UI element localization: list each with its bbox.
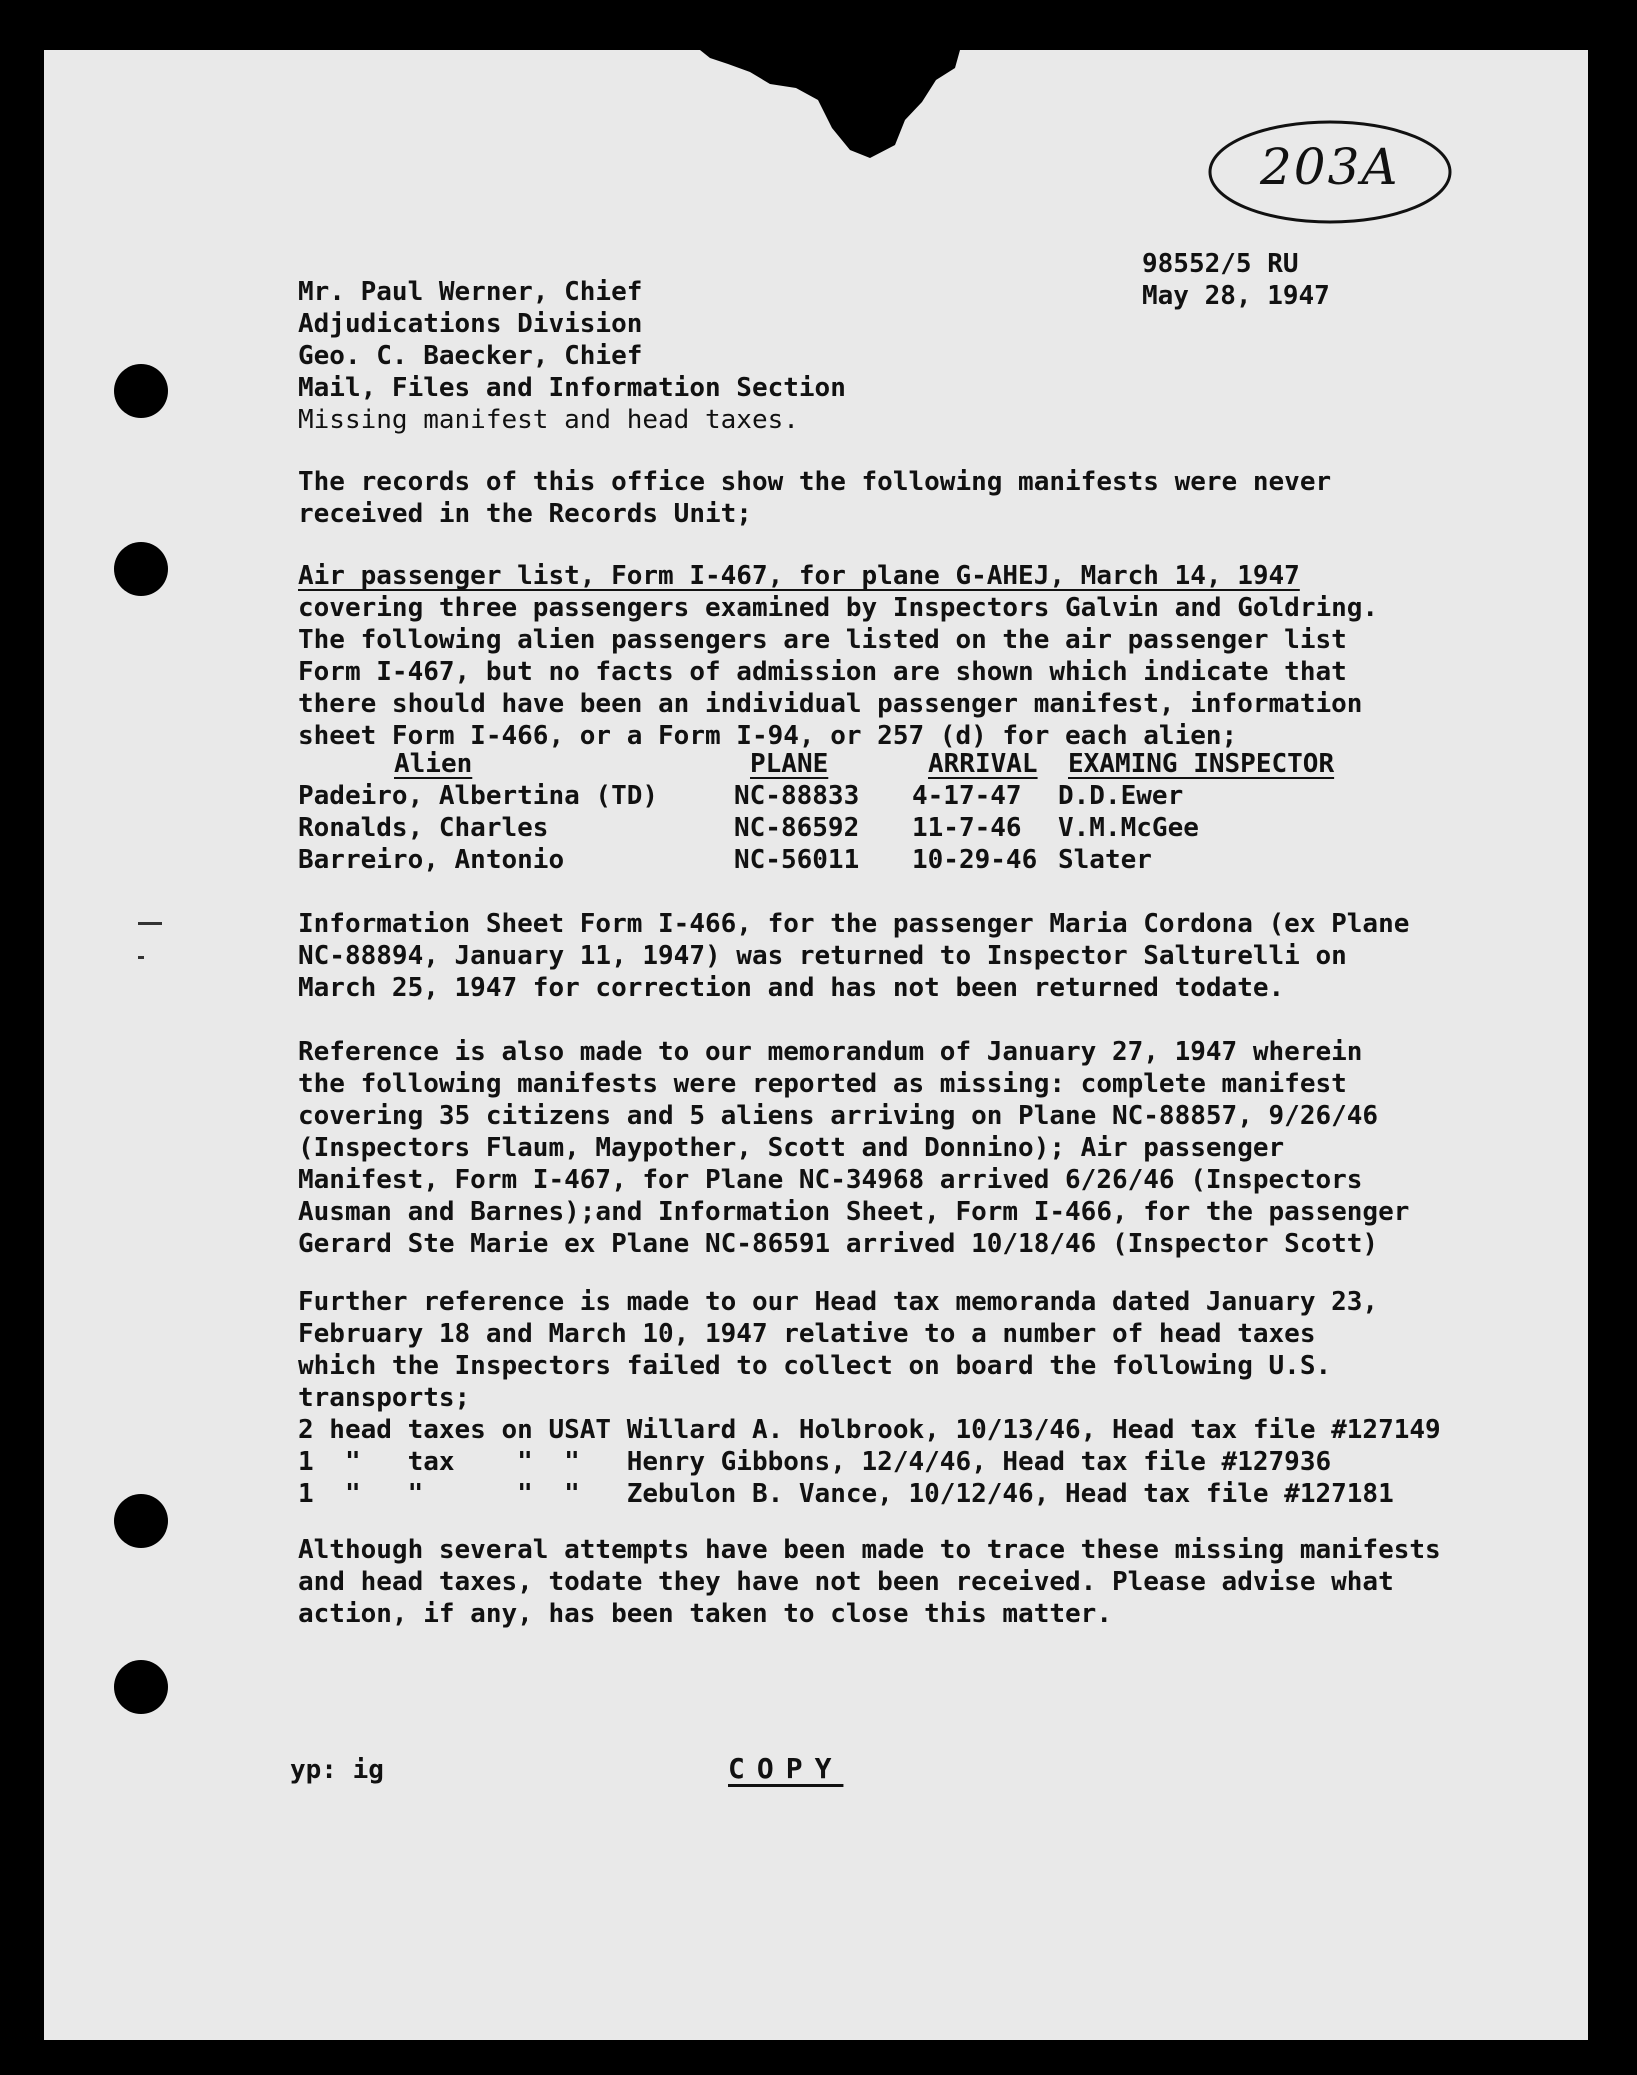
punch-hole xyxy=(114,364,168,418)
table-cell: 10-29-46 xyxy=(912,845,1038,875)
table-header: Alien xyxy=(394,749,473,779)
paragraph-closing: Although several attempts have been made to trace these missing manifests and head taxes, todate they have not been received. Please advise what action, if any, has been taken to close this matter. xyxy=(298,1535,1441,1629)
file-number: 98552/5 RU xyxy=(1142,249,1299,279)
table-cell: V.M.McGee xyxy=(1058,813,1199,843)
paragraph-info-sheet: Information Sheet Form I-466, for the passenger Maria Cordona (ex Plane NC-88894, January 11, 1947) was returned to Inspector Salturelli on March 25, 1947 for correction and has not been returned todate. xyxy=(298,909,1410,1003)
margin-mark xyxy=(138,956,144,959)
table-cell: D.D.Ewer xyxy=(1058,781,1184,811)
table-cell: 4-17-47 xyxy=(912,781,1022,811)
table-cell: NC-88833 xyxy=(734,781,860,811)
paragraph-head-tax: Further reference is made to our Head tax memoranda dated January 23, February 18 and March 10, 1947 relative to a number of head taxes which the Inspectors failed to collect on board the following U.S. transports; 2 head taxes on USAT Willard A. Holbrook, 10/13/46, Head tax file #127149 1 " tax " " Henry Gibbons, 12/4/46, Head tax file #127936 1 " " " " Zebulon B. Vance, 10/12/46, Head tax file #127181 xyxy=(298,1287,1441,1509)
punch-hole xyxy=(114,1660,168,1714)
table-cell: Barreiro, Antonio xyxy=(298,845,565,875)
margin-mark xyxy=(138,922,162,925)
copy-label: COPY xyxy=(728,1752,844,1785)
table-cell: Ronalds, Charles xyxy=(298,813,549,843)
table-cell: NC-56011 xyxy=(734,845,860,875)
table-cell: 11-7-46 xyxy=(912,813,1022,843)
stamp-number: 203A xyxy=(1260,138,1400,196)
letter-date: May 28, 1947 xyxy=(1142,281,1330,311)
torn-corner xyxy=(700,50,960,168)
punch-hole xyxy=(114,1494,168,1548)
paragraph-air-list: Air passenger list, Form I-467, for plane G-AHEJ, March 14, 1947 covering three passengers examined by Inspectors Galvin and Goldring. The following alien passengers are listed on the air passenger list Form I-467, but no facts of admission are shown which indicate that there should have been an individual passenger manifest, information sheet Form I-466, or a Form I-94, or 257 (d) for each alien; xyxy=(298,561,1379,751)
paragraph-reference: Reference is also made to our memorandum of January 27, 1947 wherein the following manifests were reported as missing: complete manifest covering 35 citizens and 5 aliens arriving on Plane NC-88857, 9/26/46 (Inspectors Flaum, Maypother, Scott and Donnino); Air passenger Manifest, Form I-467, for Plane NC-34968 arrived 6/26/46 (Inspectors Ausman and Barnes);and Information Sheet, Form I-466, for the passenger Gerard Ste Marie ex Plane NC-86591 arrived 10/18/46 (Inspector Scott) xyxy=(298,1037,1410,1259)
table-cell: Padeiro, Albertina (TD) xyxy=(298,781,659,811)
punch-hole xyxy=(114,542,168,596)
table-header: ARRIVAL xyxy=(928,749,1038,779)
address-block: Mr. Paul Werner, Chief Adjudications Division Geo. C. Baecker, Chief Mail, Files and Information Section Missing manifest and head taxes. xyxy=(298,277,846,435)
paragraph-intro: The records of this office show the following manifests were never received in the Records Unit; xyxy=(298,467,1332,529)
table-cell: Slater xyxy=(1058,845,1152,875)
typist-initials: yp: ig xyxy=(290,1755,384,1785)
table-header: EXAMING INSPECTOR xyxy=(1068,749,1335,779)
table-cell: NC-86592 xyxy=(734,813,860,843)
table-header: PLANE xyxy=(750,749,829,779)
